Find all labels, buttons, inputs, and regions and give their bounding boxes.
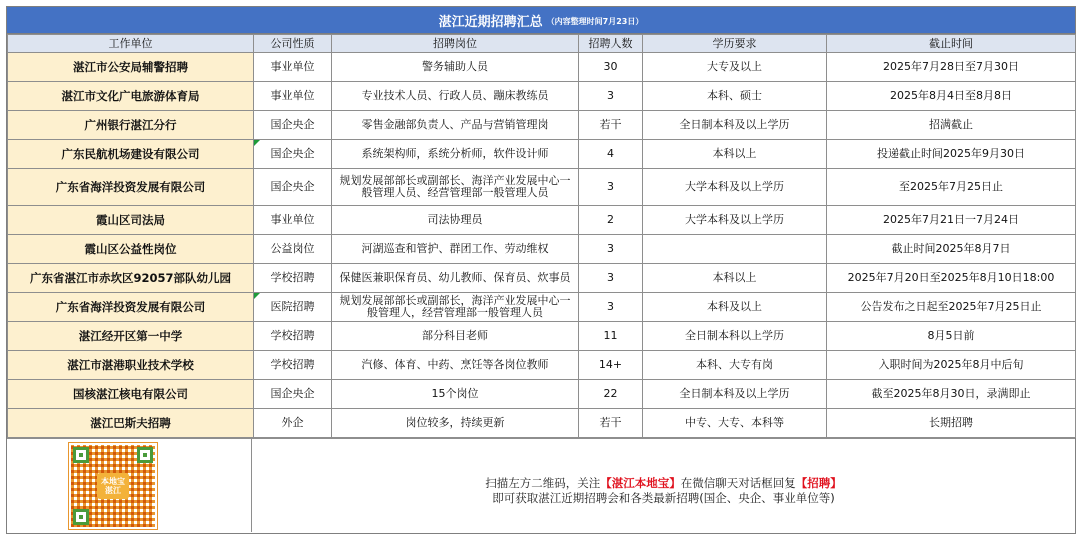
cell-position: 汽修、体育、中药、烹饪等各岗位教师 — [332, 351, 579, 380]
cell-position: 系统架构师，系统分析师，软件设计师 — [332, 140, 579, 169]
cell-position: 专业技术人员、行政人员、蹦床教练员 — [332, 82, 579, 111]
cell-deadline: 2025年8月4日至8月8日 — [827, 82, 1076, 111]
footer-message — [252, 439, 1075, 532]
cell-count: 若干 — [579, 111, 643, 140]
table-row — [8, 380, 1076, 409]
cell-deadline: 2025年7月21日一7月24日 — [827, 206, 1076, 235]
cell-deadline: 至2025年7月25日止 — [827, 169, 1076, 206]
cell-education: 本科及以上 — [643, 293, 827, 322]
header-row — [8, 35, 1076, 53]
cell-deadline: 截至2025年8月30日，录满即止 — [827, 380, 1076, 409]
cell-education: 全日制本科及以上学历 — [643, 380, 827, 409]
qr-code-image — [69, 443, 157, 529]
cell-education: 大专及以上 — [643, 53, 827, 82]
table-row — [8, 293, 1076, 322]
recruitment-table — [7, 34, 1076, 438]
footer-text: 扫描左方二维码，关注 — [485, 475, 601, 490]
qr-logo-top: 本地宝 — [101, 476, 125, 486]
cell-type: 国企央企 — [254, 169, 332, 206]
cell-unit: 湛江巴斯夫招聘 — [8, 409, 254, 438]
cell-deadline: 公告发布之日起至2025年7月25日止 — [827, 293, 1076, 322]
cell-position: 司法协理员 — [332, 206, 579, 235]
table-row — [8, 206, 1076, 235]
cell-count: 14+ — [579, 351, 643, 380]
cell-position: 规划发展部部长或副部长，海洋产业发展中心一般管理人，经营管理部一般管理人员 — [332, 293, 579, 322]
cell-deadline: 入职时间为2025年8月中后旬 — [827, 351, 1076, 380]
footer-line-1 — [485, 476, 842, 491]
cell-type: 学校招聘 — [254, 264, 332, 293]
recruitment-sheet — [6, 6, 1076, 534]
cell-position: 部分科目老师 — [332, 322, 579, 351]
cell-count: 3 — [579, 169, 643, 206]
table-row — [8, 322, 1076, 351]
cell-unit: 广州银行湛江分行 — [8, 111, 254, 140]
footer-highlight-account: 【湛江本地宝】 — [600, 475, 681, 490]
cell-count: 2 — [579, 206, 643, 235]
table-row — [8, 169, 1076, 206]
cell-education: 本科、硕士 — [643, 82, 827, 111]
cell-education — [643, 235, 827, 264]
cell-education: 大学本科及以上学历 — [643, 169, 827, 206]
qr-logo-bottom: 湛江 — [105, 485, 121, 495]
table-row — [8, 111, 1076, 140]
cell-type: 国企央企 — [254, 111, 332, 140]
header-position: 招聘岗位 — [332, 35, 579, 53]
cell-count: 30 — [579, 53, 643, 82]
cell-position: 警务辅助人员 — [332, 53, 579, 82]
cell-unit: 广东省海洋投资发展有限公司 — [8, 293, 254, 322]
footer-section — [7, 438, 1075, 532]
cell-unit: 湛江市湛港职业技术学校 — [8, 351, 254, 380]
cell-type: 医院招聘 — [254, 293, 332, 322]
cell-count: 3 — [579, 82, 643, 111]
cell-education: 大学本科及以上学历 — [643, 206, 827, 235]
table-row — [8, 53, 1076, 82]
cell-deadline: 8月5日前 — [827, 322, 1076, 351]
sheet-title: 湛江近期招聘汇总 — [438, 14, 543, 30]
qr-cell — [7, 439, 252, 532]
cell-position: 15个岗位 — [332, 380, 579, 409]
header-education: 学历要求 — [643, 35, 827, 53]
cell-type: 事业单位 — [254, 53, 332, 82]
cell-position: 岗位较多，持续更新 — [332, 409, 579, 438]
cell-education: 全日制本科以上学历 — [643, 322, 827, 351]
cell-unit: 广东民航机场建设有限公司 — [8, 140, 254, 169]
cell-type: 外企 — [254, 409, 332, 438]
cell-type: 公益岗位 — [254, 235, 332, 264]
cell-deadline: 截止时间2025年8月7日 — [827, 235, 1076, 264]
header-type: 公司性质 — [254, 35, 332, 53]
cell-education: 本科以上 — [643, 140, 827, 169]
table-row — [8, 235, 1076, 264]
cell-unit: 霞山区公益性岗位 — [8, 235, 254, 264]
cell-count: 22 — [579, 380, 643, 409]
header-count: 招聘人数 — [579, 35, 643, 53]
cell-count: 若干 — [579, 409, 643, 438]
cell-count: 3 — [579, 264, 643, 293]
cell-education: 本科、大专有岗 — [643, 351, 827, 380]
header-deadline: 截止时间 — [827, 35, 1076, 53]
sheet-title-bar — [7, 7, 1075, 34]
table-row — [8, 264, 1076, 293]
cell-type: 学校招聘 — [254, 322, 332, 351]
cell-deadline: 投递截止时间2025年9月30日 — [827, 140, 1076, 169]
cell-deadline: 2025年7月20日至2025年8月10日18:00 — [827, 264, 1076, 293]
qr-finder-icon — [73, 509, 89, 525]
cell-type: 事业单位 — [254, 206, 332, 235]
table-row — [8, 409, 1076, 438]
cell-count: 3 — [579, 293, 643, 322]
cell-education: 全日制本科及以上学历 — [643, 111, 827, 140]
cell-type: 学校招聘 — [254, 351, 332, 380]
sheet-subtitle: （内容整理时间7月23日） — [546, 17, 644, 26]
footer-line-2: 即可获取湛江近期招聘会和各类最新招聘(国企、央企、事业单位等) — [492, 490, 835, 505]
cell-count: 11 — [579, 322, 643, 351]
qr-finder-icon — [137, 447, 153, 463]
footer-text: 在微信聊天对话框回复 — [680, 475, 796, 490]
cell-unit: 广东省湛江市赤坎区92057部队幼儿园 — [8, 264, 254, 293]
cell-unit: 湛江市文化广电旅游体育局 — [8, 82, 254, 111]
cell-deadline: 招满截止 — [827, 111, 1076, 140]
cell-deadline: 2025年7月28日至7月30日 — [827, 53, 1076, 82]
cell-position: 规划发展部部长或副部长、海洋产业发展中心一般管理人员、经营管理部一般管理人员 — [332, 169, 579, 206]
cell-position: 零售金融部负责人、产品与营销管理岗 — [332, 111, 579, 140]
cell-deadline: 长期招聘 — [827, 409, 1076, 438]
cell-count: 4 — [579, 140, 643, 169]
cell-position: 河湖巡查和管护、群团工作、劳动维权 — [332, 235, 579, 264]
footer-highlight-keyword: 【招聘】 — [795, 475, 842, 490]
cell-unit: 湛江经开区第一中学 — [8, 322, 254, 351]
qr-logo — [97, 473, 129, 499]
cell-type: 事业单位 — [254, 82, 332, 111]
cell-count: 3 — [579, 235, 643, 264]
cell-education: 中专、大专、本科等 — [643, 409, 827, 438]
cell-unit: 广东省海洋投资发展有限公司 — [8, 169, 254, 206]
cell-position: 保健医兼职保育员、幼儿教师、保育员、炊事员 — [332, 264, 579, 293]
table-row — [8, 82, 1076, 111]
cell-unit: 国核湛江核电有限公司 — [8, 380, 254, 409]
table-row — [8, 351, 1076, 380]
qr-finder-icon — [73, 447, 89, 463]
cell-type: 国企央企 — [254, 140, 332, 169]
cell-unit: 霞山区司法局 — [8, 206, 254, 235]
cell-education: 本科以上 — [643, 264, 827, 293]
cell-unit: 湛江市公安局辅警招聘 — [8, 53, 254, 82]
header-unit: 工作单位 — [8, 35, 254, 53]
cell-type: 国企央企 — [254, 380, 332, 409]
table-row — [8, 140, 1076, 169]
